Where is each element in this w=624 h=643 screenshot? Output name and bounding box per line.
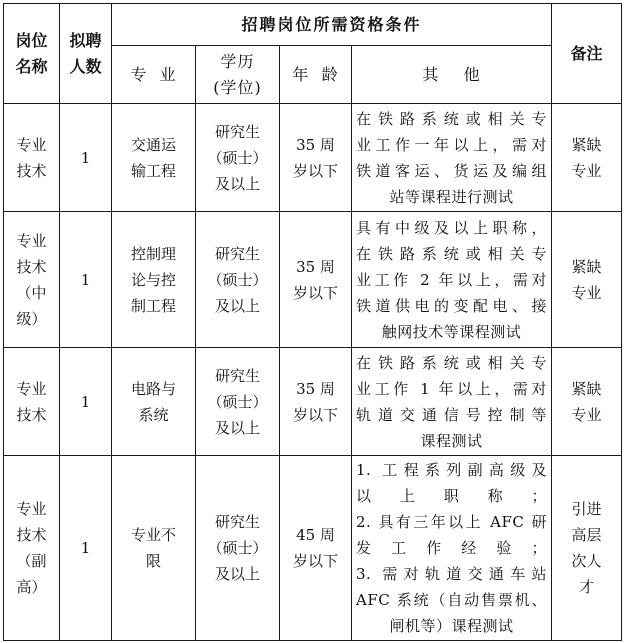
table-row — [4, 456, 622, 641]
cell-count: 1 — [60, 104, 112, 212]
requirement-line: 业工作 2 年以上，需对 — [356, 270, 548, 289]
cell-remark: 引进 高层 次人 才 — [552, 456, 622, 641]
cell-age: 45 周 岁以下 — [280, 456, 352, 641]
cell-education: 研究生 （硕士） 及以上 — [196, 456, 280, 641]
requirement-line: 1. 工程系列副高级及 — [356, 461, 548, 479]
cell-other — [352, 456, 552, 641]
header-major: 专 业 — [112, 46, 196, 104]
table-row — [4, 212, 622, 348]
cell-count: 1 — [60, 212, 112, 348]
requirement-line: 业工作一年以上，需对 — [356, 135, 548, 154]
requirement-line: 2. 具有三年以上 AFC 研 — [356, 513, 548, 531]
header-education: 学历 (学位) — [196, 46, 280, 104]
header-num-hired: 拟聘 人数 — [60, 4, 112, 104]
cell-other — [352, 348, 552, 456]
header-row-1 — [4, 4, 622, 46]
requirement-line: AFC 系统（自动售票机、 — [356, 591, 548, 609]
cell-major: 电路与 系统 — [112, 348, 196, 456]
requirement-line: 在铁路系统或相关专 — [356, 353, 548, 372]
cell-post: 专业 技术 （副 高） — [4, 456, 60, 641]
requirement-line: 发工作经验； — [356, 539, 548, 557]
cell-post: 专业 技术 — [4, 104, 60, 212]
cell-age: 35 周 岁以下 — [280, 348, 352, 456]
cell-education: 研究生 （硕士） 及以上 — [196, 104, 280, 212]
header-age: 年 龄 — [280, 46, 352, 104]
cell-education: 研究生 （硕士） 及以上 — [196, 212, 280, 348]
cell-major: 专业不 限 — [112, 456, 196, 641]
header-other: 其 他 — [352, 46, 552, 104]
cell-post: 专业 技术 — [4, 348, 60, 456]
requirement-line: 课程测试 — [420, 431, 483, 450]
requirement-line: 业工作 1 年以上，需对 — [356, 379, 548, 398]
qualification-table — [3, 3, 622, 641]
header-remarks: 备注 — [552, 4, 622, 104]
cell-post: 专业 技术 （中 级） — [4, 212, 60, 348]
cell-education: 研究生 （硕士） 及以上 — [196, 348, 280, 456]
cell-remark: 紧缺 专业 — [552, 348, 622, 456]
requirement-line: 触网技术等课程测试 — [381, 322, 522, 341]
requirement-line: 铁道客运、货运及编组 — [356, 161, 548, 180]
requirement-line: 站等课程进行测试 — [389, 187, 514, 206]
requirement-line: 以上职称； — [356, 487, 548, 505]
cell-remark: 紧缺 专业 — [552, 212, 622, 348]
cell-remark: 紧缺 专业 — [552, 104, 622, 212]
requirement-line: 在铁路系统或相关专 — [356, 244, 548, 263]
cell-count: 1 — [60, 348, 112, 456]
requirement-line: 3. 需对轨道交通车站 — [356, 565, 548, 583]
table-row — [4, 348, 622, 456]
cell-count: 1 — [60, 456, 112, 641]
requirement-line: 轨道交通信号控制等 — [356, 405, 548, 424]
requirement-line: 闸机等）课程测试 — [389, 617, 514, 635]
cell-other — [352, 212, 552, 348]
cell-age: 35 周 岁以下 — [280, 212, 352, 348]
cell-other — [352, 104, 552, 212]
requirement-line: 铁道供电的变配电、接 — [356, 296, 548, 315]
table-row — [4, 104, 622, 212]
header-post-name: 岗位 名称 — [4, 4, 60, 104]
requirement-line: 在铁路系统或相关专 — [356, 109, 548, 128]
header-requirements-title: 招聘岗位所需资格条件 — [112, 4, 552, 46]
cell-major: 交通运 输工程 — [112, 104, 196, 212]
requirement-line: 具有中级及以上职称， — [356, 218, 548, 237]
cell-age: 35 周 岁以下 — [280, 104, 352, 212]
cell-major: 控制理 论与控 制工程 — [112, 212, 196, 348]
